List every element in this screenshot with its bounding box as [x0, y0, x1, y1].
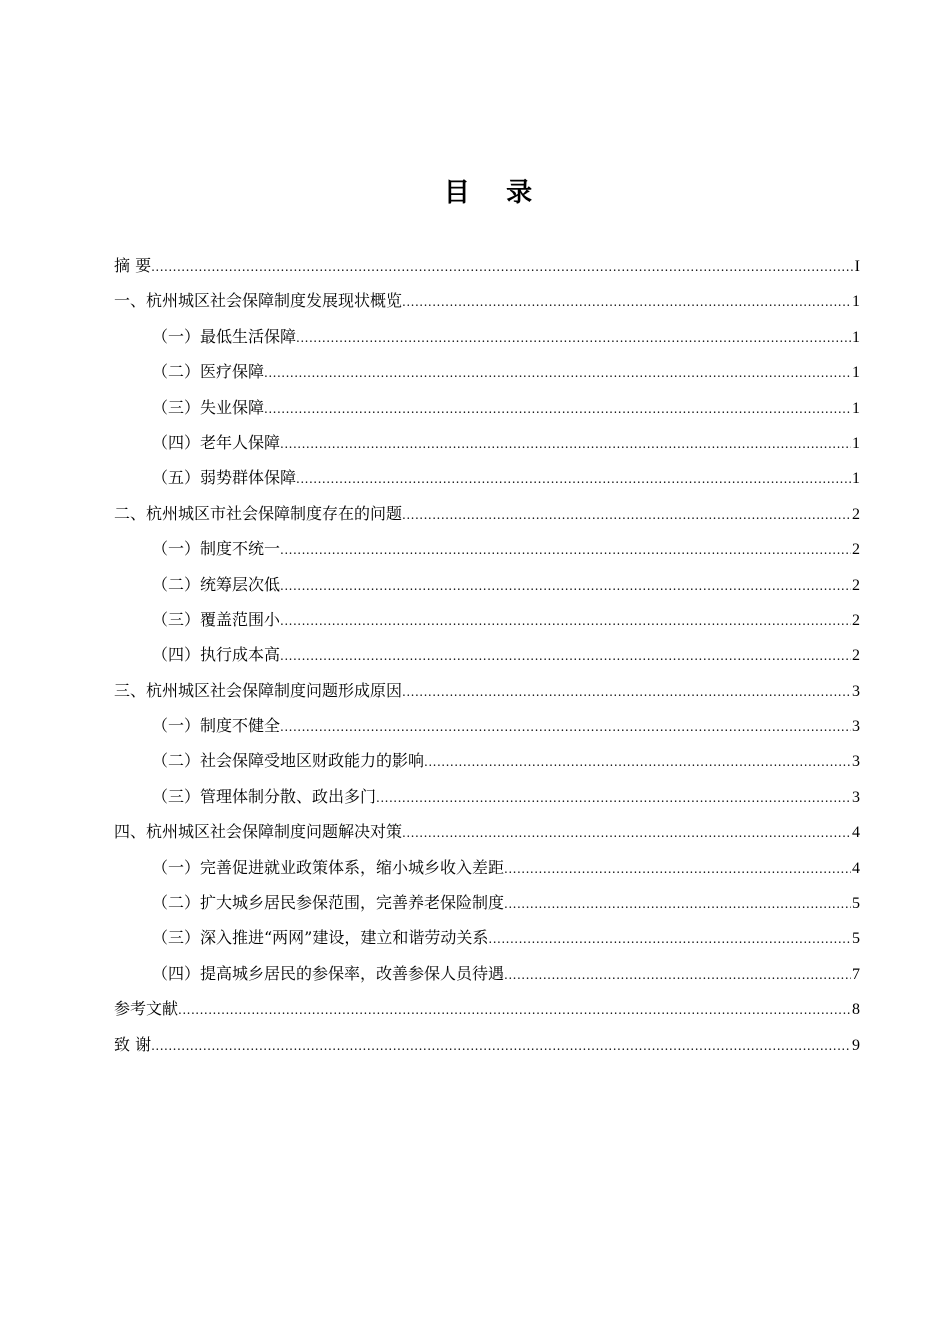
toc-page-number: 7	[852, 965, 860, 983]
toc-leader-dots	[402, 816, 851, 851]
toc-page-number: 2	[852, 541, 860, 559]
toc-entry[interactable]	[114, 567, 860, 602]
toc-page-number: 4	[852, 824, 860, 842]
toc-entry-text: （四）提高城乡居民的参保率，改善参保人员待遇	[152, 963, 505, 983]
toc-entry[interactable]	[114, 850, 860, 885]
toc-entry-text: （一）制度不统一	[152, 539, 281, 559]
toc-entry[interactable]	[114, 531, 860, 566]
toc-page-number: 2	[852, 576, 860, 594]
toc-entry[interactable]	[114, 779, 860, 814]
toc-page-number: 1	[852, 470, 860, 488]
toc-entry-text: （五）弱势群体保障	[152, 468, 297, 488]
toc-leader-dots	[264, 392, 851, 427]
toc-leader-dots	[402, 675, 851, 710]
toc-leader-dots	[280, 533, 851, 568]
toc-leader-dots	[280, 427, 851, 462]
toc-leader-dots	[178, 993, 851, 1028]
toc-entry[interactable]	[114, 1027, 860, 1062]
toc-leader-dots	[151, 1029, 851, 1064]
toc-page-number: 4	[852, 859, 860, 877]
toc-page-number: 1	[852, 399, 860, 417]
toc-title: 目 录	[443, 178, 533, 208]
toc-entry[interactable]	[114, 319, 860, 354]
toc-page-number: 1	[852, 293, 860, 311]
toc-leader-dots	[151, 250, 854, 285]
toc-entry[interactable]	[114, 920, 860, 955]
toc-entry[interactable]	[114, 885, 860, 920]
toc-entry-text: （二）医疗保障	[152, 362, 265, 382]
toc-leader-dots	[264, 356, 851, 391]
toc-leader-dots	[504, 852, 851, 887]
toc-leader-dots	[504, 887, 851, 922]
toc-entry[interactable]	[114, 460, 860, 495]
toc-entry-text: （三）覆盖范围小	[152, 609, 281, 629]
toc-page-number: 1	[852, 328, 860, 346]
toc-entry-text: 参考文献	[114, 999, 179, 1019]
toc-page-number: 2	[852, 611, 860, 629]
toc-entry[interactable]	[114, 673, 860, 708]
toc-entry-text: （三）失业保障	[152, 397, 265, 417]
toc-page-number: 3	[852, 718, 860, 736]
toc-leader-dots	[296, 321, 851, 356]
toc-page-number: 3	[852, 682, 860, 700]
toc-entry-text: 四、杭州城区社会保障制度问题解决对策	[114, 822, 403, 842]
toc-entry-text: （二）社会保障受地区财政能力的影响	[152, 751, 425, 771]
toc-entry[interactable]	[114, 991, 860, 1026]
toc-entry[interactable]	[114, 637, 860, 672]
toc-entry-text: （一）制度不健全	[152, 716, 281, 736]
toc-entry-text: （二）统筹层次低	[152, 574, 281, 594]
toc-page-number: 1	[852, 434, 860, 452]
toc-entry-text: （三）深入推进“两网”建设，建立和谐劳动关系	[152, 928, 489, 948]
toc-leader-dots	[280, 639, 851, 674]
toc-entry[interactable]	[114, 743, 860, 778]
toc-leader-dots	[402, 498, 851, 533]
toc-entry[interactable]	[114, 283, 860, 318]
toc-leader-dots	[296, 462, 851, 497]
toc-leader-dots	[504, 958, 851, 993]
toc-leader-dots	[280, 710, 851, 745]
toc-entry[interactable]	[114, 814, 860, 849]
toc-leader-dots	[402, 285, 851, 320]
toc-page-number: 3	[852, 753, 860, 771]
toc-entry-text: （一）完善促进就业政策体系，缩小城乡收入差距	[152, 857, 505, 877]
toc-page-number: 5	[852, 930, 860, 948]
toc-leader-dots	[424, 745, 851, 780]
toc-entry-text: 一、杭州城区社会保障制度发展现状概览	[114, 291, 403, 311]
toc-entry-text: （四）老年人保障	[152, 432, 281, 452]
toc-entry[interactable]	[114, 496, 860, 531]
toc-page-number: 1	[852, 364, 860, 382]
toc-entry[interactable]	[114, 425, 860, 460]
toc-entry-text: （一）最低生活保障	[152, 326, 297, 346]
toc-entry[interactable]	[114, 708, 860, 743]
toc-page-number: 8	[852, 1001, 860, 1019]
toc-entry-text: （四）执行成本高	[152, 645, 281, 665]
toc-page-number: 5	[852, 895, 860, 913]
toc-page-number: I	[854, 258, 860, 275]
toc-entry-text: 三、杭州城区社会保障制度问题形成原因	[114, 680, 403, 700]
toc-entry[interactable]	[114, 354, 860, 389]
toc-leader-dots	[488, 922, 851, 957]
toc-entry[interactable]	[114, 956, 860, 991]
table-of-contents	[114, 248, 860, 1062]
toc-entry[interactable]	[114, 390, 860, 425]
toc-page-number: 2	[852, 647, 860, 665]
toc-entry[interactable]	[114, 602, 860, 637]
toc-leader-dots	[280, 569, 851, 604]
toc-page-number: 9	[852, 1036, 860, 1054]
toc-entry-text: 二、杭州城区市社会保障制度存在的问题	[114, 503, 403, 523]
toc-entry-text: 致 谢	[114, 1034, 152, 1054]
toc-entry-text: （三）管理体制分散、政出多门	[152, 786, 377, 806]
toc-entry-text: 摘 要	[114, 256, 152, 275]
toc-entry[interactable]	[114, 248, 860, 283]
toc-page-number: 2	[852, 505, 860, 523]
toc-page-number: 3	[852, 788, 860, 806]
toc-entry-text: （二）扩大城乡居民参保范围，完善养老保险制度	[152, 893, 505, 913]
toc-leader-dots	[280, 604, 851, 639]
toc-leader-dots	[376, 781, 851, 816]
